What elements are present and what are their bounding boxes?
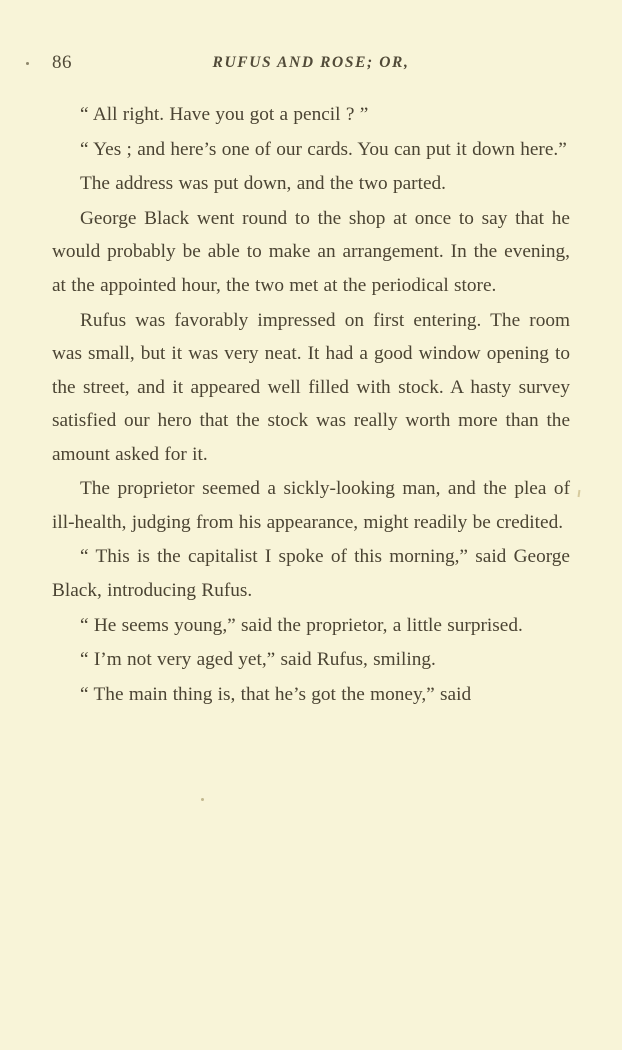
paper-blemish-icon bbox=[578, 490, 581, 497]
paragraph: “ He seems young,” said the proprietor, a little surprised. bbox=[80, 614, 523, 636]
paragraph: “ The main thing is, that he’s got the money,” said bbox=[80, 683, 472, 705]
page-number: 86 bbox=[52, 52, 72, 73]
paragraph: “ This is the capitalist I spoke of this morning,” said George Black, introducing Rufus. bbox=[52, 546, 570, 601]
running-head: RUFUS AND ROSE; OR, bbox=[212, 54, 410, 71]
page-body bbox=[52, 98, 570, 713]
paragraph: George Black went round to the shop at once to say that he would probably be able to make an arrangement. In the evening, at the appointed hour, the two met at the periodical store. bbox=[52, 207, 570, 296]
paragraph: Rufus was favorably impressed on first entering. The room was small, but it was very neat. It had a good window opening to the street, and it appeared well filled with stock. A hasty survey satisfied our hero that the stock was really worth more than the amount asked for it. bbox=[52, 309, 570, 465]
paragraph: “ I’m not very aged yet,” said Rufus, smiling. bbox=[80, 649, 436, 671]
ink-speck-icon bbox=[201, 798, 204, 801]
page-header bbox=[0, 52, 622, 78]
paragraph: The proprietor seemed a sickly-looking man, and the plea of ill-health, judging from his appearance, might readily be credited. bbox=[52, 478, 570, 533]
paragraph: “ All right. Have you got a pencil ? ” bbox=[80, 104, 369, 125]
paragraph: “ Yes ; and here’s one of our cards. You can put it down here.” bbox=[80, 138, 567, 160]
paragraph: The address was put down, and the two parted. bbox=[80, 173, 446, 195]
